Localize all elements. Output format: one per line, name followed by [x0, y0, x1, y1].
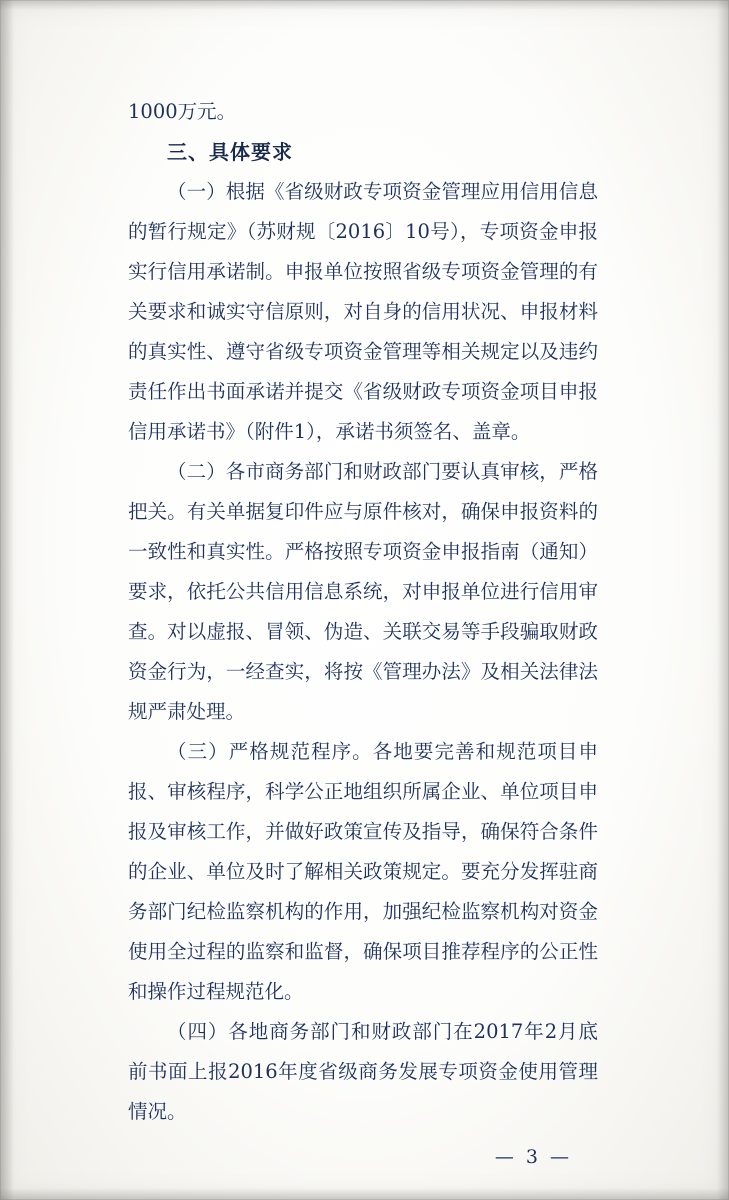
- page-number: — 3 —: [494, 1146, 572, 1168]
- section-heading: 三、具体要求: [167, 140, 293, 164]
- paragraph-4: （四）各地商务部门和财政部门在2017年2月底前书面上报2016年度省级商务发展专项资金使用管理情况。: [128, 1020, 598, 1123]
- paragraph-1: （一）根据《省级财政专项资金管理应用信用信息的暂行规定》（苏财规〔2016〕10号），专项资金申报实行信用承诺制。申报单位按照省级专项资金管理的有关要求和诚实守信原则，对自身的信用状况、申报材料的真实性、遵守省级专项资金管理等相关规定以及违约责任作出书面承诺并提交《省级财政专项资金项目申报信用承诺书》（附件1），承诺书须签名、盖章。: [128, 180, 598, 443]
- document-body: [128, 92, 598, 1168]
- continued-line: 1000万元。: [128, 100, 237, 123]
- paragraph-3: （三）严格规范程序。各地要完善和规范项目申报、审核程序，科学公正地组织所属企业、单位项目申报及审核工作，并做好政策宣传及指导，确保符合条件的企业、单位及时了解相关政策规定。要充分发挥驻商务部门纪检监察机构的作用，加强纪检监察机构对资金使用全过程的监察和监督，确保项目推荐程序的公正性和操作过程规范化。: [128, 740, 598, 1003]
- paragraph-2: （二）各市商务部门和财政部门要认真审核，严格把关。有关单据复印件应与原件核对，确保申报资料的一致性和真实性。严格按照专项资金申报指南（通知）要求，依托公共信用信息系统，对申报单位进行信用审查。对以虚报、冒领、伪造、关联交易等手段骗取财政资金行为，一经查实，将按《管理办法》及相关法律法规严肃处理。: [128, 460, 598, 723]
